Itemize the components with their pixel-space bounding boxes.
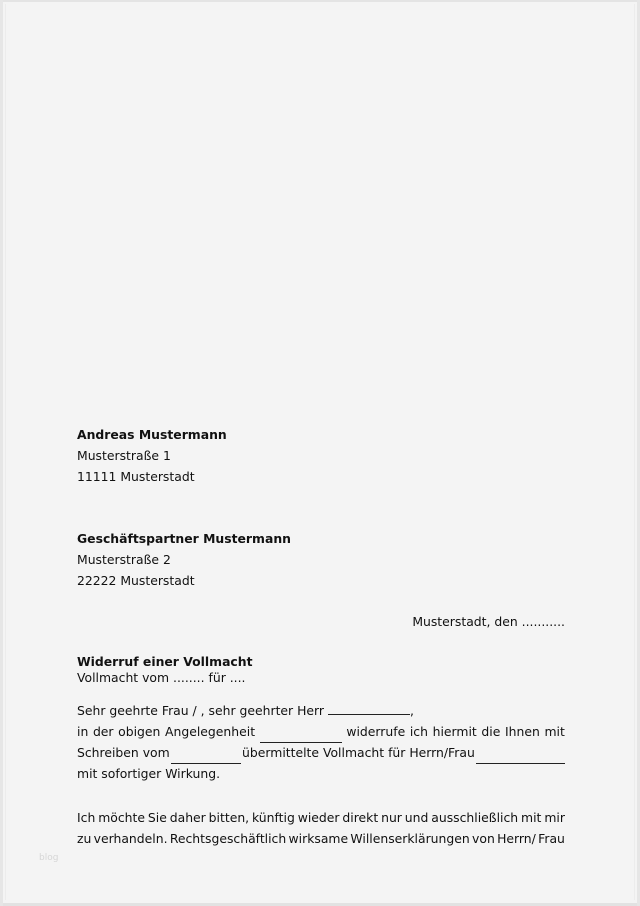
word: ich	[409, 723, 428, 739]
page-border-left-inner	[5, 4, 6, 900]
word: bitten,	[208, 810, 250, 825]
page-border-top	[0, 0, 640, 2]
word: künftig	[252, 810, 295, 825]
page-border-left	[0, 0, 3, 906]
para2-line-1	[77, 807, 565, 828]
word: Sie	[147, 810, 167, 825]
recipient-address	[77, 528, 565, 591]
word: mir	[544, 810, 565, 825]
word: der	[92, 723, 114, 739]
word: in	[77, 723, 89, 739]
body-line-4: mit sofortiger Wirkung.	[77, 765, 221, 781]
word: Ihnen	[505, 723, 540, 739]
page-border-right-inner	[634, 4, 635, 900]
salutation-comma: ,	[409, 703, 414, 718]
place-date: Musterstadt, den ...........	[412, 614, 565, 629]
word: wieder	[297, 810, 340, 825]
word: verhandeln.	[93, 831, 168, 846]
word: Herrn/	[497, 831, 536, 846]
word: mit	[544, 723, 565, 739]
word: Ich	[77, 810, 96, 825]
word: daher	[169, 810, 206, 825]
salutation-line	[77, 701, 565, 722]
word: hiermit	[432, 723, 477, 739]
body-paragraph-1	[77, 701, 565, 784]
word: wirksame	[288, 831, 349, 846]
word: möchte	[98, 810, 146, 825]
sender-city: 11111 Musterstadt	[77, 469, 195, 484]
subject-subtitle: Vollmacht vom ........ für ....	[77, 670, 246, 685]
sender-address	[77, 424, 565, 487]
recipient-city: 22222 Musterstadt	[77, 573, 195, 588]
blank-field-date	[171, 752, 241, 764]
sender-street: Musterstraße 1	[77, 448, 171, 463]
line3-text-a: Schreiben vom	[77, 744, 170, 760]
body-line-2	[77, 722, 565, 743]
blank-field-person	[476, 752, 565, 764]
word: widerrufe	[346, 723, 406, 739]
word: obigen	[118, 723, 161, 739]
word: direkt	[342, 810, 379, 825]
word: Rechtsgeschäftlich	[169, 831, 287, 846]
word: die	[481, 723, 501, 739]
body-paragraph-2	[77, 807, 565, 849]
line3-text-b: übermittelte Vollmacht für Herrn/Frau	[242, 744, 475, 760]
blank-field-matter	[260, 731, 342, 743]
recipient-street: Musterstraße 2	[77, 552, 171, 567]
sender-name: Andreas Mustermann	[77, 427, 227, 442]
subject-title: Widerruf einer Vollmacht	[77, 654, 253, 669]
word: Willenserklärungen	[350, 831, 470, 846]
para2-line-2	[77, 828, 565, 849]
subject-block	[77, 654, 565, 686]
word: Frau	[538, 831, 565, 846]
salutation-text: Sehr geehrte Frau / , sehr geehrter Herr	[77, 703, 324, 718]
word: mit	[521, 810, 542, 825]
word: nur	[381, 810, 402, 825]
watermark-text: blog	[39, 853, 59, 863]
word: zu	[77, 831, 92, 846]
word: von	[472, 831, 495, 846]
body-line-3	[77, 743, 565, 764]
word: Angelegenheit	[165, 723, 256, 739]
word: und	[404, 810, 429, 825]
recipient-name: Geschäftspartner Mustermann	[77, 531, 291, 546]
word: ausschließlich	[431, 810, 519, 825]
blank-field-name	[328, 703, 410, 715]
